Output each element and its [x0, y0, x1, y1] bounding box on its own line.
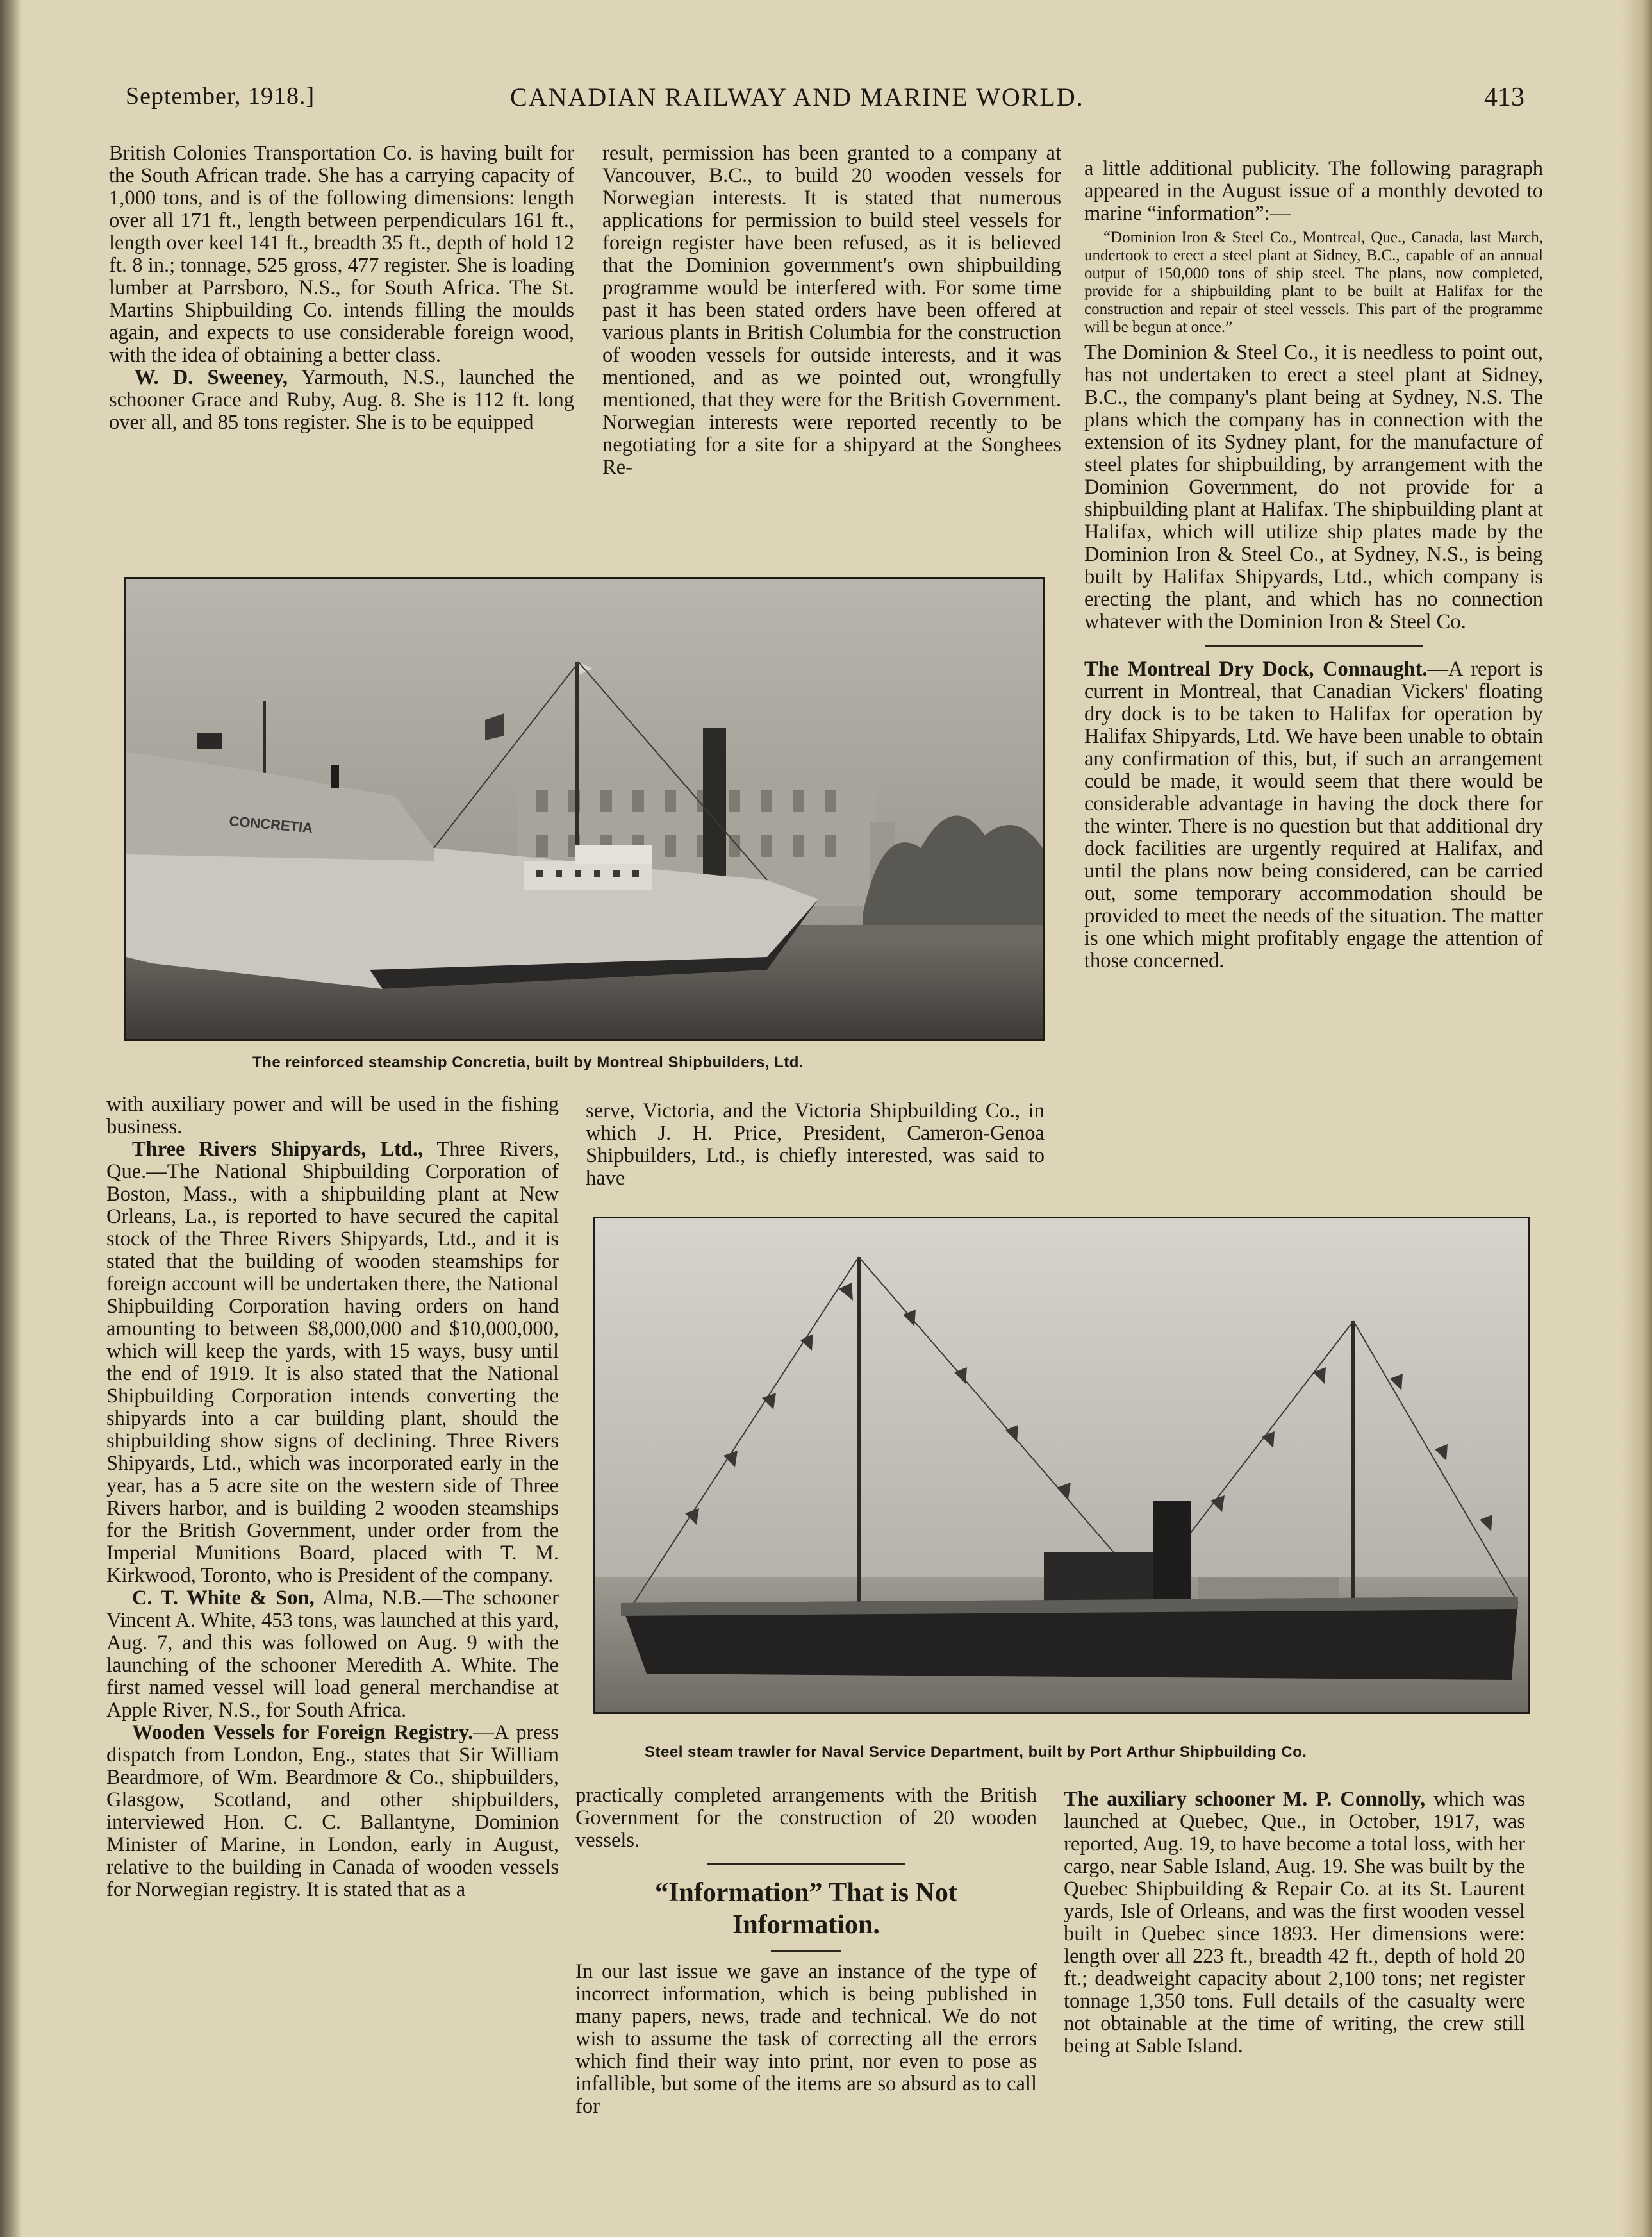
section-heading: Three Rivers Shipyards, Ltd.,	[132, 1138, 424, 1161]
paragraph-text: —A report is current in Montreal, that Canadian Vickers' floating dry dock is to be taken to Halifax for operation by Halifax Shipyards, Ltd. We have been unable to obtain any confirmation of this, but, if such an arrangement could be made, it would seem that there would be considerable advantage in having the dock there for the winter. There is no question but that additional dry dock facilities are urgently required at Halifax, and until the plans now being considered, can be carried out, some temporary accommodation should be provided to meet the needs of the situation. The matter is one which might profitably engage the attention of those concerned.	[1084, 658, 1543, 972]
page-edge	[1621, 0, 1652, 2237]
section-heading: The Montreal Dry Dock, Connaught.	[1084, 658, 1428, 681]
paragraph	[1084, 658, 1543, 972]
column-2-bottom	[575, 1784, 1037, 2118]
section-heading: C. T. White & Son,	[132, 1586, 315, 1609]
hull-name: CONCRETIA	[228, 813, 314, 836]
photo-trawler	[593, 1217, 1530, 1714]
column-2-top	[602, 142, 1061, 479]
column-1-bottom	[106, 1094, 559, 1901]
section-heading: The auxiliary schooner M. P. Connolly,	[1064, 1788, 1426, 1811]
paragraph	[1064, 1788, 1525, 2058]
paragraph: British Colonies Transportation Co. is having built for the South African trade. She has a carrying capacity of 1,000 tons, and is of the following dimensions: length over all 171 ft., length between perpendiculars 161 ft., length over keel 141 ft., breadth 35 ft., depth of hold 12 ft. 8 in.; tonnage, 525 gross, 477 register. She is loading lumber at Parrsboro, N.S., for South Africa. The St. Martins Shipbuilding Co. intends filling the moulds again, and expects to use considerable foreign wood, with the idea of obtaining a better class.	[109, 142, 574, 367]
column-1-top	[109, 142, 574, 434]
section-rule	[707, 1863, 905, 1865]
paragraph: In our last issue we gave an instance of the type of incorrect information, which is being published in many papers, news, trade and technical. We do not wish to assume the task of correcting all the errors which find their way into print, nor even to pose as infallible, but some of the items are so absurd as to call for	[575, 1960, 1037, 2118]
paragraph	[106, 1138, 559, 1587]
photo-caption-trawler: Steel steam trawler for Naval Service Department, built by Port Arthur Shipbuilding Co.	[645, 1743, 1307, 1761]
paragraph-text: —A press dispatch from London, Eng., states that Sir William Beardmore, of Wm. Beardmore & Co., shipbuilders, Glasgow, Scotland, and other shipbuilders, interviewed Hon. C. C. Ballantyne, Dominion Minister of Marine, in London, early in August, relative to the building in Canada of wooden vessels for Norwegian registry. It is stated that as a	[106, 1721, 559, 1901]
paragraph	[109, 367, 574, 434]
paragraph: serve, Victoria, and the Victoria Shipbuilding Co., in which J. H. Price, President, Cameron-Genoa Shipbuilders, Ltd., is chiefly interested, was said to have	[586, 1099, 1045, 1190]
ship-illustration	[126, 579, 1043, 1039]
trawler-illustration	[595, 1218, 1528, 1712]
paragraph	[106, 1722, 559, 1901]
page-number: 413	[1484, 83, 1524, 112]
paragraph: result, permission has been granted to a company at Vancouver, B.C., to build 20 wooden vessels for Norwegian interests. It is stated that numerous applications for permission to build steel vessels for foreign register have been refused, as it is believed that the Dominion government's own shipbuilding programme would be interfered with. For some time past it has been stated orders have been offered at various plants in British Columbia for the construction of wooden vessels for outside interests, and it was mentioned, and as we pointed out, wrongfully mentioned, that they were for the British Government. Norwegian interests were reported recently to be negotiating for a site for a shipyard at the Songhees Re-	[602, 142, 1061, 479]
photo-concretia	[124, 577, 1045, 1041]
header-title: CANADIAN RAILWAY AND MARINE WORLD.	[510, 83, 1084, 112]
title-rule	[771, 1950, 841, 1952]
section-heading: Wooden Vessels for Foreign Registry.	[132, 1721, 474, 1744]
paragraph: practically completed arrangements with the British Government for the construction of 20 wooden vessels.	[575, 1784, 1037, 1852]
article-title-line-2: Information.	[732, 1910, 880, 1940]
paragraph-text: Alma, N.B.—The schooner Vincent A. White, 453 tons, was launched at this yard, Aug. 7, and this was followed on Aug. 9 with the launching of the schooner Meredith A. White. The first named vessel will load general merchandise at Apple River, N.S., for South Africa.	[106, 1586, 559, 1722]
paragraph	[106, 1587, 559, 1722]
header-date: September, 1918.]	[126, 83, 315, 110]
photo-caption-concretia: The reinforced steamship Concretia, built by Montreal Shipbuilders, Ltd.	[252, 1054, 804, 1071]
paragraph-text: which was launched at Quebec, Que., in October, 1917, was reported, Aug. 19, to have become a total loss, with her cargo, near Sable Island, Aug. 19. She was built by the Quebec Shipbuilding & Repair Co. at its St. Laurent yards, Isle of Orleans, and was the first wooden vessel built in Quebec since 1893. Her dimensions were: length over all 223 ft., breadth 42 ft., depth of hold 20 ft.; deadweight capacity about 2,100 tons; net register tonnage 1,350 tons. Full details of the casualty were not obtainable at the time of writing, the crew still being at Sable Island.	[1064, 1788, 1525, 2058]
column-2-middle	[586, 1100, 1045, 1190]
column-3-bottom	[1064, 1788, 1525, 2058]
binding-shadow	[0, 0, 22, 2237]
article-title-line-1: “Information” That is Not	[655, 1878, 957, 1908]
paragraph: a little additional publicity. The following paragraph appeared in the August issue of a monthly devoted to marine “information”:—	[1084, 157, 1543, 225]
paragraph-text: Three Rivers, Que.—The National Shipbuilding Corporation of Boston, Mass., with a shipbuilding plant at New Orleans, La., is reported to have secured the capital stock of the Three Rivers Shipyards, Ltd., and it is stated that the building of wooden steamships for foreign account will be undertaken there, the National Shipbuilding Corporation having orders on hand amounting to between $8,000,000 and $10,000,000, which will keep the yards, with 15 ways, busy until the end of 1919. It is also stated that the National Shipbuilding Corporation intends converting the shipyards into a car building plant, should the shipbuilding show signs of declining. Three Rivers Shipyards, Ltd., which was incorporated early in the year, has a 5 acre site on the western side of Three Rivers harbor, and is building 2 wooden steamships for the British Government, under order from the Imperial Munitions Board, placed with T. M. Kirkwood, Toronto, who is President of the company.	[106, 1138, 559, 1587]
paragraph: with auxiliary power and will be used in the fishing business.	[106, 1093, 559, 1138]
block-quote: “Dominion Iron & Steel Co., Montreal, Que., Canada, last March, undertook to erect a steel plant at Sidney, B.C., capable of an annual output of 150,000 tons of ship steel. The plans, now completed, provide for a shipbuilding plant to be built at Halifax for the construction and repair of steel vessels. This part of the programme will be begun at once.”	[1084, 229, 1543, 336]
article-title	[575, 1877, 1037, 1941]
lead-in: W. D. Sweeney,	[135, 366, 288, 389]
column-3-top	[1084, 158, 1543, 972]
section-rule	[1205, 645, 1423, 647]
paragraph: The Dominion & Steel Co., it is needless to point out, has not undertaken to erect a steel plant at Sidney, B.C., the company's plant being at Sydney, N.S. The plans which the company has in connection with the extension of its Sydney plant, for the manufacture of steel plates for shipbuilding, by arrangement with the Dominion Government, do not provide for a shipbuilding plant at Halifax. The shipbuilding plant at Halifax, which will utilize ship plates made by the Dominion Iron & Steel Co., at Sydney, N.S., is being built by Halifax Shipyards, Ltd., which company is erecting the plant, and which has no connection whatever with the Dominion Iron & Steel Co.	[1084, 341, 1543, 633]
paragraph-text: Yarmouth, N.S., launched the schooner Grace and Ruby, Aug. 8. She is 112 ft. long over all, and 85 tons register. She is to be equipped	[109, 366, 575, 434]
